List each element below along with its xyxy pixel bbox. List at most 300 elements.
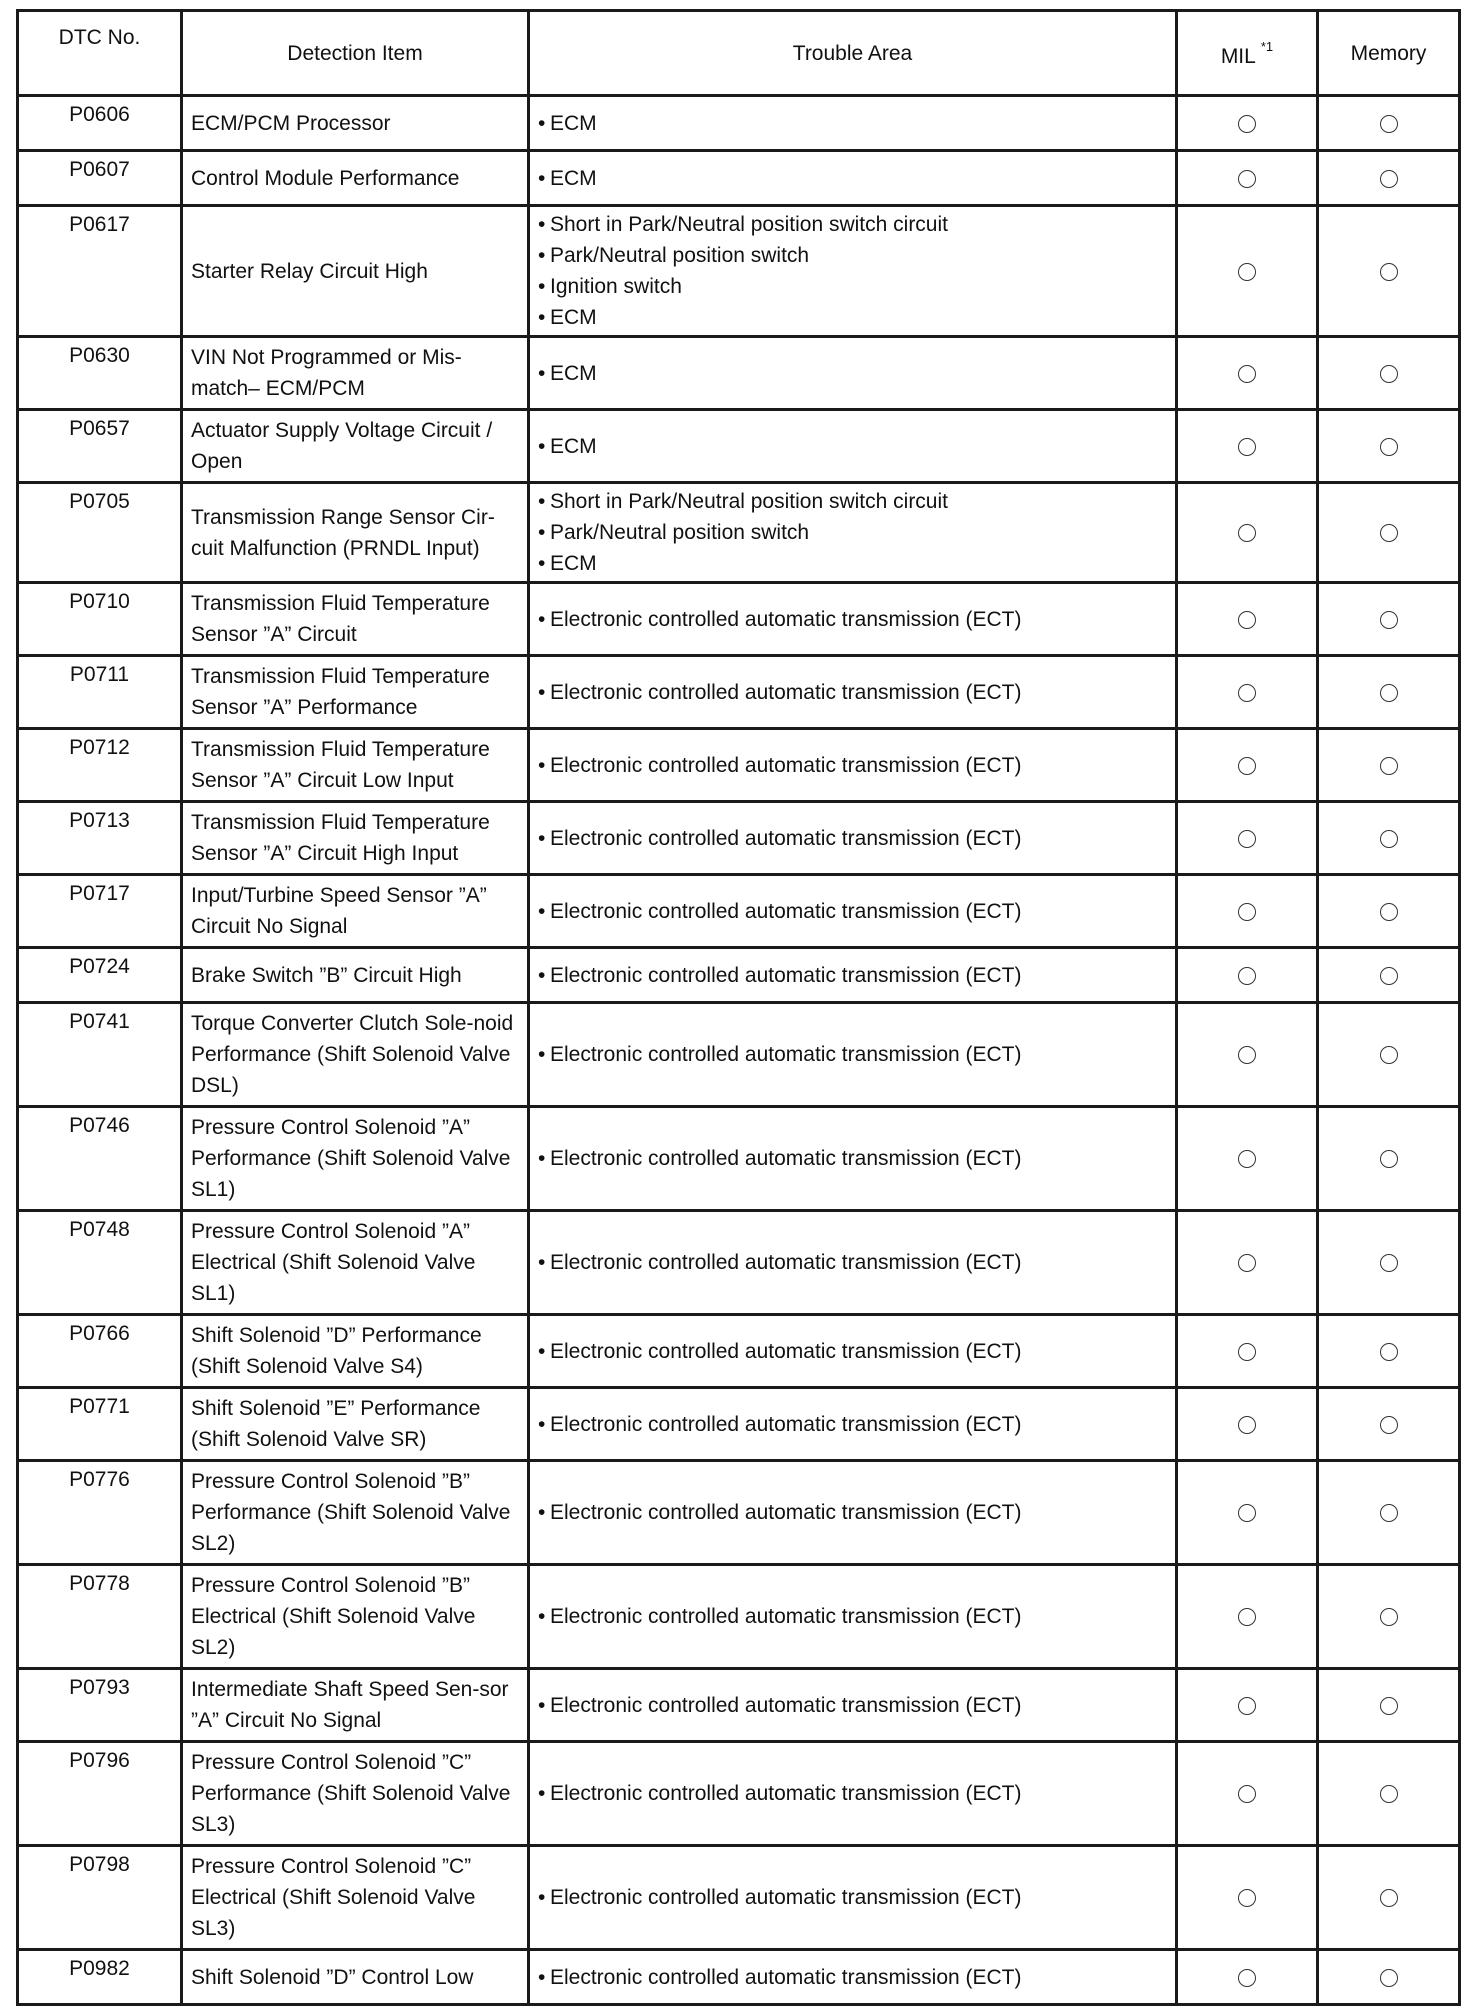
- circle-mark-icon: [1380, 967, 1398, 985]
- trouble-area-text: Electronic controlled automatic transmission (ECT): [550, 1965, 1022, 1989]
- memory-flag: [1318, 483, 1460, 583]
- circle-mark-icon: [1238, 684, 1256, 702]
- detection-item: Transmission Fluid Temperature Sensor ”A” Circuit High Input: [182, 802, 529, 875]
- circle-mark-icon: [1380, 1608, 1398, 1626]
- trouble-area-text: Electronic controlled automatic transmission (ECT): [550, 1043, 1022, 1066]
- trouble-area-item: [538, 1601, 1169, 1632]
- detection-item: Shift Solenoid ”E” Performance (Shift Solenoid Valve SR): [182, 1388, 529, 1461]
- trouble-area: [529, 1846, 1177, 1950]
- circle-mark-icon: [1380, 1046, 1398, 1064]
- circle-mark-icon: [1380, 684, 1398, 702]
- table-row: [18, 1388, 1460, 1461]
- trouble-area: [529, 1388, 1177, 1461]
- circle-mark-icon: [1238, 1697, 1256, 1715]
- circle-mark-icon: [1238, 524, 1256, 542]
- trouble-area-list: [538, 823, 1169, 854]
- memory-flag: [1318, 875, 1460, 948]
- bullet-icon: •: [538, 1693, 546, 1717]
- table-row: [18, 483, 1460, 583]
- trouble-area-text: Electronic controlled automatic transmission (ECT): [550, 899, 1022, 923]
- bullet-icon: •: [538, 244, 546, 267]
- dtc-code: P0724: [18, 948, 182, 1003]
- circle-mark-icon: [1238, 438, 1256, 456]
- detection-item: Pressure Control Solenoid ”B” Performance (Shift Solenoid Valve SL2): [182, 1461, 529, 1565]
- bullet-icon: •: [538, 166, 546, 190]
- table-row: [18, 875, 1460, 948]
- trouble-area-item: [538, 677, 1169, 708]
- mil-flag: [1177, 1388, 1318, 1461]
- mil-flag: [1177, 483, 1318, 583]
- trouble-area-text: ECM: [550, 552, 597, 575]
- header-dtc-no: DTC No.: [18, 11, 182, 96]
- mil-flag: [1177, 948, 1318, 1003]
- trouble-area: [529, 337, 1177, 410]
- bullet-icon: •: [538, 607, 546, 631]
- trouble-area-list: [538, 1039, 1169, 1070]
- trouble-area-list: [538, 1336, 1169, 1367]
- dtc-code: P0746: [18, 1107, 182, 1211]
- detection-item: Input/Turbine Speed Sensor ”A” Circuit No Signal: [182, 875, 529, 948]
- bullet-icon: •: [538, 1043, 546, 1066]
- memory-flag: [1318, 151, 1460, 206]
- trouble-area: [529, 151, 1177, 206]
- dtc-code: P0712: [18, 729, 182, 802]
- detection-item: Actuator Supply Voltage Circuit / Open: [182, 410, 529, 483]
- trouble-area-item: [538, 1497, 1169, 1528]
- circle-mark-icon: [1238, 1504, 1256, 1522]
- trouble-area: [529, 1461, 1177, 1565]
- mil-flag: [1177, 151, 1318, 206]
- detection-item: Transmission Fluid Temperature Sensor ”A” Circuit: [182, 583, 529, 656]
- memory-flag: [1318, 337, 1460, 410]
- trouble-area-text: Short in Park/Neutral position switch circuit: [550, 490, 948, 513]
- table-row: [18, 1742, 1460, 1846]
- circle-mark-icon: [1380, 1343, 1398, 1361]
- bullet-icon: •: [538, 1886, 546, 1909]
- trouble-area-text: Electronic controlled automatic transmission (ECT): [550, 753, 1022, 777]
- trouble-area-list: [538, 108, 1169, 139]
- trouble-area-item: [538, 1143, 1169, 1174]
- circle-mark-icon: [1238, 1969, 1256, 1987]
- table-row: [18, 1003, 1460, 1107]
- detection-item: Shift Solenoid ”D” Control Low: [182, 1950, 529, 2005]
- mil-flag: [1177, 1742, 1318, 1846]
- trouble-area: [529, 1315, 1177, 1388]
- detection-item: Shift Solenoid ”D” Performance (Shift Solenoid Valve S4): [182, 1315, 529, 1388]
- detection-item: Brake Switch ”B” Circuit High: [182, 948, 529, 1003]
- bullet-icon: •: [538, 213, 546, 236]
- trouble-area-text: ECM: [550, 111, 597, 135]
- trouble-area: [529, 1107, 1177, 1211]
- trouble-area-list: [538, 1690, 1169, 1721]
- memory-flag: [1318, 656, 1460, 729]
- trouble-area-text: Ignition switch: [550, 275, 682, 298]
- trouble-area-list: [538, 750, 1169, 781]
- trouble-area-item: [538, 431, 1169, 462]
- circle-mark-icon: [1238, 903, 1256, 921]
- circle-mark-icon: [1380, 365, 1398, 383]
- trouble-area-item: [538, 604, 1169, 635]
- memory-flag: [1318, 1846, 1460, 1950]
- table-row: [18, 1846, 1460, 1950]
- trouble-area-text: Electronic controlled automatic transmission (ECT): [550, 1693, 1022, 1717]
- memory-flag: [1318, 1107, 1460, 1211]
- memory-flag: [1318, 802, 1460, 875]
- trouble-area-item: [538, 1039, 1169, 1070]
- trouble-area: [529, 1003, 1177, 1107]
- trouble-area-item: [538, 302, 1169, 333]
- circle-mark-icon: [1380, 263, 1398, 281]
- trouble-area: [529, 206, 1177, 337]
- circle-mark-icon: [1380, 170, 1398, 188]
- detection-item: ECM/PCM Processor: [182, 96, 529, 151]
- trouble-area-list: [538, 209, 1169, 333]
- table-row: [18, 1315, 1460, 1388]
- table-row: [18, 151, 1460, 206]
- trouble-area-list: [538, 358, 1169, 389]
- detection-item: Transmission Fluid Temperature Sensor ”A” Performance: [182, 656, 529, 729]
- table-row: [18, 410, 1460, 483]
- circle-mark-icon: [1380, 1969, 1398, 1987]
- circle-mark-icon: [1238, 365, 1256, 383]
- memory-flag: [1318, 96, 1460, 151]
- mil-flag: [1177, 1565, 1318, 1669]
- trouble-area: [529, 948, 1177, 1003]
- bullet-icon: •: [538, 1965, 546, 1989]
- table-body: [18, 96, 1460, 2005]
- mil-flag: [1177, 1107, 1318, 1211]
- dtc-code: P0657: [18, 410, 182, 483]
- detection-item: Transmission Range Sensor Cir-cuit Malfunction (PRNDL Input): [182, 483, 529, 583]
- dtc-code: P0748: [18, 1211, 182, 1315]
- bullet-icon: •: [538, 753, 546, 777]
- circle-mark-icon: [1380, 1697, 1398, 1715]
- trouble-area-list: [538, 486, 1169, 579]
- detection-item: Pressure Control Solenoid ”A” Performance (Shift Solenoid Valve SL1): [182, 1107, 529, 1211]
- bullet-icon: •: [538, 111, 546, 135]
- bullet-icon: •: [538, 521, 546, 544]
- trouble-area-text: ECM: [550, 434, 597, 458]
- dtc-code: P0705: [18, 483, 182, 583]
- dtc-code: P0710: [18, 583, 182, 656]
- header-memory: Memory: [1318, 11, 1460, 96]
- header-row: [18, 11, 1460, 96]
- bullet-icon: •: [538, 680, 546, 704]
- mil-flag: [1177, 206, 1318, 337]
- mil-flag: [1177, 96, 1318, 151]
- detection-item: Pressure Control Solenoid ”B” Electrical (Shift Solenoid Valve SL2): [182, 1565, 529, 1669]
- circle-mark-icon: [1380, 1785, 1398, 1803]
- trouble-area-item: [538, 1962, 1169, 1993]
- mil-flag: [1177, 875, 1318, 948]
- trouble-area-text: ECM: [550, 361, 597, 385]
- trouble-area-item: [538, 271, 1169, 302]
- trouble-area: [529, 729, 1177, 802]
- mil-flag: [1177, 656, 1318, 729]
- bullet-icon: •: [538, 899, 546, 923]
- mil-flag: [1177, 337, 1318, 410]
- mil-flag: [1177, 1950, 1318, 2005]
- circle-mark-icon: [1380, 1150, 1398, 1168]
- mil-flag: [1177, 1003, 1318, 1107]
- memory-flag: [1318, 1003, 1460, 1107]
- detection-item: Transmission Fluid Temperature Sensor ”A” Circuit Low Input: [182, 729, 529, 802]
- trouble-area-item: [538, 750, 1169, 781]
- header-trouble-area: Trouble Area: [529, 11, 1177, 96]
- memory-flag: [1318, 1461, 1460, 1565]
- circle-mark-icon: [1380, 1416, 1398, 1434]
- trouble-area: [529, 1669, 1177, 1742]
- dtc-code: P0630: [18, 337, 182, 410]
- trouble-area-item: [538, 548, 1169, 579]
- bullet-icon: •: [538, 1147, 546, 1170]
- trouble-area-text: Electronic controlled automatic transmission (ECT): [550, 607, 1022, 631]
- dtc-code: P0796: [18, 1742, 182, 1846]
- trouble-area: [529, 583, 1177, 656]
- mil-flag: [1177, 1461, 1318, 1565]
- mil-flag: [1177, 583, 1318, 656]
- trouble-area-list: [538, 896, 1169, 927]
- dtc-code: P0766: [18, 1315, 182, 1388]
- dtc-table: [16, 9, 1461, 2006]
- circle-mark-icon: [1380, 611, 1398, 629]
- circle-mark-icon: [1380, 1889, 1398, 1907]
- trouble-area: [529, 1742, 1177, 1846]
- circle-mark-icon: [1380, 115, 1398, 133]
- circle-mark-icon: [1238, 1785, 1256, 1803]
- dtc-code: P0798: [18, 1846, 182, 1950]
- trouble-area-text: Electronic controlled automatic transmission (ECT): [550, 1605, 1022, 1628]
- dtc-code: P0607: [18, 151, 182, 206]
- circle-mark-icon: [1238, 1889, 1256, 1907]
- trouble-area-text: Electronic controlled automatic transmission (ECT): [550, 1147, 1022, 1170]
- circle-mark-icon: [1380, 903, 1398, 921]
- trouble-area-item: [538, 517, 1169, 548]
- detection-item: VIN Not Programmed or Mis-match– ECM/PCM: [182, 337, 529, 410]
- table-header: [18, 11, 1460, 96]
- header-mil: [1177, 11, 1318, 96]
- trouble-area-list: [538, 1143, 1169, 1174]
- trouble-area: [529, 483, 1177, 583]
- trouble-area-item: [538, 209, 1169, 240]
- trouble-area-item: [538, 240, 1169, 271]
- bullet-icon: •: [538, 1251, 546, 1274]
- trouble-area: [529, 656, 1177, 729]
- table-row: [18, 1211, 1460, 1315]
- circle-mark-icon: [1238, 263, 1256, 281]
- memory-flag: [1318, 1950, 1460, 2005]
- trouble-area-list: [538, 604, 1169, 635]
- memory-flag: [1318, 729, 1460, 802]
- trouble-area-text: Park/Neutral position switch: [550, 521, 810, 544]
- dtc-code: P0617: [18, 206, 182, 337]
- trouble-area-item: [538, 1882, 1169, 1913]
- trouble-area-list: [538, 960, 1169, 991]
- table-row: [18, 1669, 1460, 1742]
- table-row: [18, 1461, 1460, 1565]
- circle-mark-icon: [1238, 1254, 1256, 1272]
- dtc-code: P0717: [18, 875, 182, 948]
- detection-item: Control Module Performance: [182, 151, 529, 206]
- bullet-icon: •: [538, 434, 546, 458]
- circle-mark-icon: [1238, 967, 1256, 985]
- trouble-area: [529, 802, 1177, 875]
- trouble-area-text: Electronic controlled automatic transmission (ECT): [550, 826, 1022, 850]
- circle-mark-icon: [1238, 1046, 1256, 1064]
- table-row: [18, 1950, 1460, 2005]
- trouble-area-item: [538, 960, 1169, 991]
- trouble-area: [529, 1211, 1177, 1315]
- trouble-area-text: Park/Neutral position switch: [550, 244, 810, 267]
- circle-mark-icon: [1380, 524, 1398, 542]
- circle-mark-icon: [1238, 757, 1256, 775]
- mil-flag: [1177, 802, 1318, 875]
- circle-mark-icon: [1238, 1608, 1256, 1626]
- bullet-icon: •: [538, 552, 546, 575]
- header-mil-label: MIL: [1220, 44, 1261, 68]
- trouble-area-item: [538, 1247, 1169, 1278]
- memory-flag: [1318, 1742, 1460, 1846]
- bullet-icon: •: [538, 1782, 546, 1805]
- trouble-area-item: [538, 896, 1169, 927]
- memory-flag: [1318, 948, 1460, 1003]
- detection-item: Pressure Control Solenoid ”A” Electrical (Shift Solenoid Valve SL1): [182, 1211, 529, 1315]
- bullet-icon: •: [538, 490, 546, 513]
- memory-flag: [1318, 1211, 1460, 1315]
- trouble-area-text: Electronic controlled automatic transmission (ECT): [550, 1782, 1022, 1805]
- trouble-area: [529, 410, 1177, 483]
- table-row: [18, 96, 1460, 151]
- circle-mark-icon: [1238, 170, 1256, 188]
- trouble-area-list: [538, 1962, 1169, 1993]
- trouble-area-list: [538, 1601, 1169, 1632]
- bullet-icon: •: [538, 826, 546, 850]
- circle-mark-icon: [1380, 757, 1398, 775]
- trouble-area-text: Electronic controlled automatic transmission (ECT): [550, 680, 1022, 704]
- dtc-code: P0713: [18, 802, 182, 875]
- trouble-area-text: Electronic controlled automatic transmission (ECT): [550, 1339, 1022, 1363]
- mil-flag: [1177, 1211, 1318, 1315]
- trouble-area-item: [538, 486, 1169, 517]
- trouble-area-list: [538, 163, 1169, 194]
- detection-item: Starter Relay Circuit High: [182, 206, 529, 337]
- trouble-area-item: [538, 108, 1169, 139]
- trouble-area-item: [538, 1336, 1169, 1367]
- table-row: [18, 948, 1460, 1003]
- bullet-icon: •: [538, 1412, 546, 1436]
- circle-mark-icon: [1238, 1343, 1256, 1361]
- memory-flag: [1318, 1388, 1460, 1461]
- table-row: [18, 656, 1460, 729]
- mil-flag: [1177, 1846, 1318, 1950]
- trouble-area-item: [538, 823, 1169, 854]
- table-row: [18, 583, 1460, 656]
- trouble-area: [529, 1950, 1177, 2005]
- table-row: [18, 337, 1460, 410]
- detection-item: Pressure Control Solenoid ”C” Electrical (Shift Solenoid Valve SL3): [182, 1846, 529, 1950]
- header-detection-item: Detection Item: [182, 11, 529, 96]
- table-row: [18, 729, 1460, 802]
- memory-flag: [1318, 1315, 1460, 1388]
- circle-mark-icon: [1238, 611, 1256, 629]
- memory-flag: [1318, 1669, 1460, 1742]
- circle-mark-icon: [1380, 1254, 1398, 1272]
- table-row: [18, 206, 1460, 337]
- bullet-icon: •: [538, 1339, 546, 1363]
- detection-item: Torque Converter Clutch Sole-noid Performance (Shift Solenoid Valve DSL): [182, 1003, 529, 1107]
- trouble-area-list: [538, 1409, 1169, 1440]
- bullet-icon: •: [538, 306, 546, 329]
- bullet-icon: •: [538, 361, 546, 385]
- memory-flag: [1318, 1565, 1460, 1669]
- trouble-area-text: ECM: [550, 306, 597, 329]
- mil-flag: [1177, 1315, 1318, 1388]
- trouble-area-item: [538, 1409, 1169, 1440]
- trouble-area-item: [538, 1778, 1169, 1809]
- table-row: [18, 802, 1460, 875]
- mil-flag: [1177, 729, 1318, 802]
- detection-item: Pressure Control Solenoid ”C” Performance (Shift Solenoid Valve SL3): [182, 1742, 529, 1846]
- dtc-code: P0778: [18, 1565, 182, 1669]
- trouble-area-text: Electronic controlled automatic transmission (ECT): [550, 1886, 1022, 1909]
- circle-mark-icon: [1380, 830, 1398, 848]
- bullet-icon: •: [538, 963, 546, 987]
- trouble-area: [529, 875, 1177, 948]
- table-row: [18, 1565, 1460, 1669]
- trouble-area-list: [538, 677, 1169, 708]
- dtc-code: P0711: [18, 656, 182, 729]
- table-row: [18, 1107, 1460, 1211]
- memory-flag: [1318, 583, 1460, 656]
- detection-item: Intermediate Shaft Speed Sen-sor ”A” Circuit No Signal: [182, 1669, 529, 1742]
- circle-mark-icon: [1238, 115, 1256, 133]
- mil-flag: [1177, 1669, 1318, 1742]
- trouble-area-list: [538, 1247, 1169, 1278]
- trouble-area-list: [538, 431, 1169, 462]
- trouble-area-list: [538, 1778, 1169, 1809]
- dtc-code: P0982: [18, 1950, 182, 2005]
- circle-mark-icon: [1238, 830, 1256, 848]
- trouble-area-item: [538, 1690, 1169, 1721]
- dtc-code: P0776: [18, 1461, 182, 1565]
- trouble-area-text: Electronic controlled automatic transmission (ECT): [550, 1412, 1022, 1436]
- trouble-area-text: Electronic controlled automatic transmission (ECT): [550, 963, 1022, 987]
- trouble-area-text: ECM: [550, 166, 597, 190]
- circle-mark-icon: [1238, 1416, 1256, 1434]
- trouble-area-text: Short in Park/Neutral position switch circuit: [550, 213, 948, 236]
- trouble-area-text: Electronic controlled automatic transmission (ECT): [550, 1251, 1022, 1274]
- dtc-code: P0793: [18, 1669, 182, 1742]
- dtc-code: P0771: [18, 1388, 182, 1461]
- bullet-icon: •: [538, 1501, 546, 1524]
- dtc-code: P0741: [18, 1003, 182, 1107]
- trouble-area-list: [538, 1882, 1169, 1913]
- bullet-icon: •: [538, 1605, 546, 1628]
- bullet-icon: •: [538, 275, 546, 298]
- trouble-area: [529, 96, 1177, 151]
- trouble-area-text: Electronic controlled automatic transmission (ECT): [550, 1501, 1022, 1524]
- circle-mark-icon: [1380, 438, 1398, 456]
- header-mil-footnote: *1: [1260, 38, 1274, 54]
- trouble-area-item: [538, 358, 1169, 389]
- mil-flag: [1177, 410, 1318, 483]
- trouble-area-item: [538, 163, 1169, 194]
- memory-flag: [1318, 410, 1460, 483]
- trouble-area-list: [538, 1497, 1169, 1528]
- circle-mark-icon: [1238, 1150, 1256, 1168]
- dtc-code: P0606: [18, 96, 182, 151]
- memory-flag: [1318, 206, 1460, 337]
